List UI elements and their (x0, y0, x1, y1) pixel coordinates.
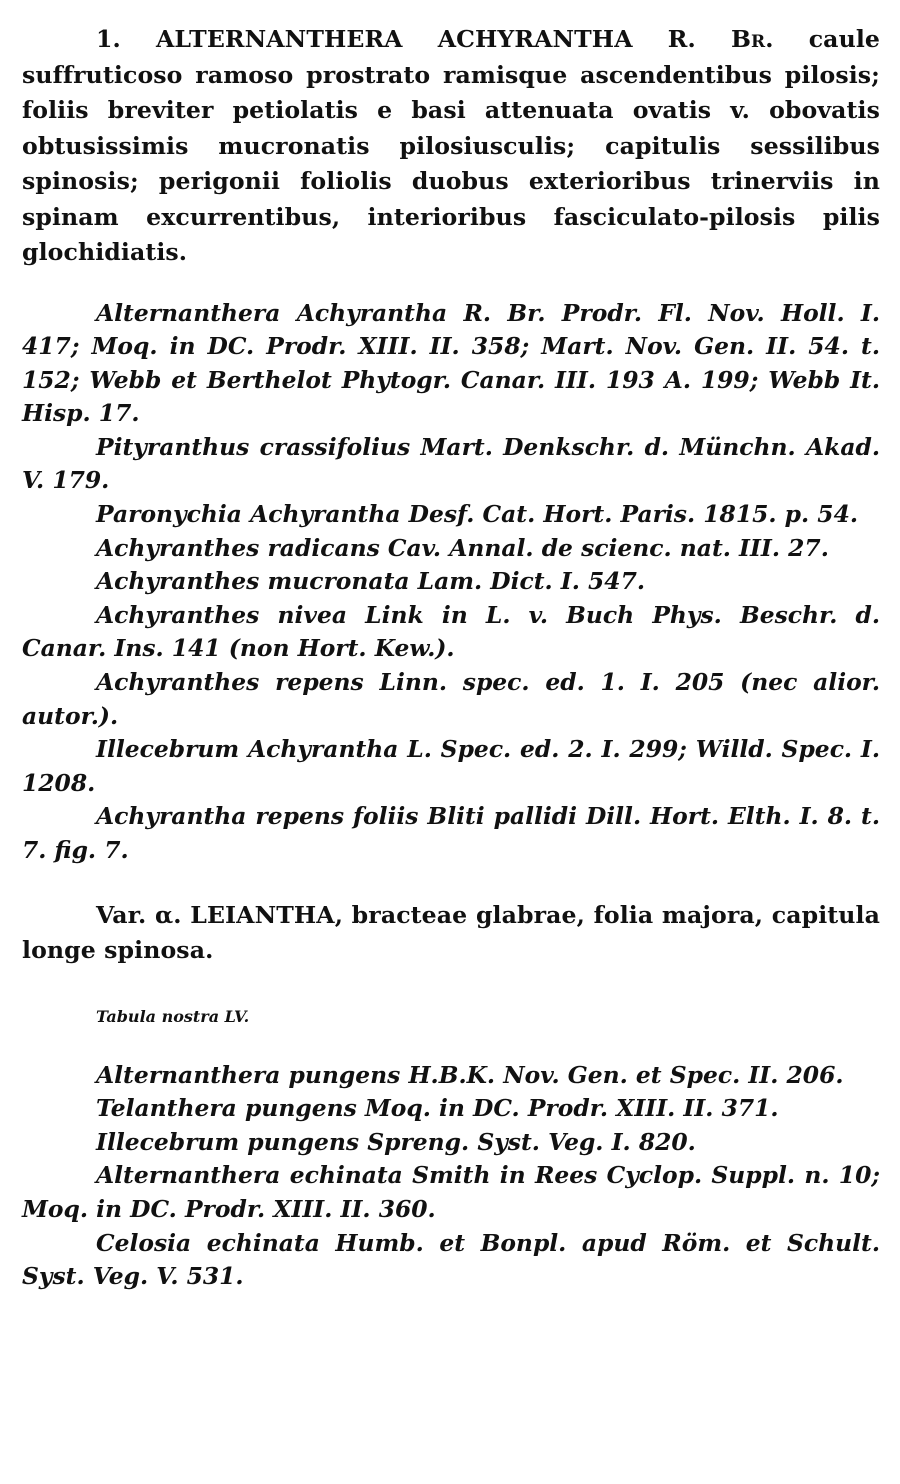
variety-name: LEIANTHA (190, 900, 335, 929)
species-author: R. Br. (667, 25, 774, 53)
variety-synonym-entry: Telanthera pungens Moq. in DC. Prodr. XIII. II. 371. (96, 1094, 779, 1123)
variety-synonym-entry: Alternanthera pungens H.B.K. Nov. Gen. et Spec. II. 206. (96, 1060, 844, 1089)
synonym-entry: Illecebrum Achyrantha L. Spec. ed. 2. I. 299; Willd. Spec. I. 1208. (22, 735, 880, 797)
synonym-entry: Paronychia Achyrantha Desf. Cat. Hort. Paris. 1815. p. 54. (96, 500, 858, 529)
synonym-list (22, 297, 880, 868)
plate-reference: Tabula nostra LV. (96, 1006, 250, 1026)
synonym-entry: Achyranthes mucronata Lam. Dict. I. 547. (96, 567, 646, 596)
variety-synonym-entry: Illecebrum pungens Spreng. Syst. Veg. I. 820. (96, 1127, 696, 1156)
species-heading: 1. ALTERNANTHERA ACHYRANTHA (96, 25, 633, 53)
variety-synonym-list (22, 1059, 880, 1294)
variety-label: Var. α. (96, 900, 182, 929)
synonym-entry: Achyranthes repens Linn. spec. ed. 1. I. 205 (nec alior. autor.). (22, 668, 880, 730)
synonym-entry: Achyrantha repens foliis Bliti pallidi Dill. Hort. Elth. I. 8. t. 7. fig. 7. (22, 802, 880, 864)
variety-description (22, 898, 880, 969)
species-diagnosis: caule suffruticoso ramoso prostrato ramisque ascendentibus pilosis; foliis breviter petiolatis e basi attenuata ovatis v. obovatis obtusissimis mucronatis pilosiusculis; capitulis sessilibus spinosis; perigonii foliolis duobus exterioribus trinerviis in spinam excurrentibus, interioribus fasciculato-pilosis pilis glochidiatis. (22, 25, 880, 266)
variety-diagnosis: , bracteae glabrae, folia majora, capitula longe spinosa. (22, 900, 880, 965)
variety-synonym-entry: Celosia echinata Humb. et Bonpl. apud Röm. et Schult. Syst. Veg. V. 531. (22, 1228, 880, 1291)
synonym-entry: Achyranthes radicans Cav. Annal. de scienc. nat. III. 27. (96, 533, 829, 562)
species-description (22, 22, 880, 271)
synonym-entry: Alternanthera Achyrantha R. Br. Prodr. Fl. Nov. Holl. I. 417; Moq. in DC. Prodr. XIII. II. 358; Mart. Nov. Gen. II. 54. t. 152; Webb et Berthelot Phytogr. Canar. III. 193 A. 199; Webb It. Hisp. 17. (22, 298, 880, 428)
synonym-entry: Achyranthes nivea Link in L. v. Buch Phys. Beschr. d. Canar. Ins. 141 (non Hort. Kew.). (22, 600, 880, 663)
variety-synonym-entry: Alternanthera echinata Smith in Rees Cyclop. Suppl. n. 10; Moq. in DC. Prodr. XIII. II. 360. (22, 1161, 880, 1223)
synonym-entry: Pityranthus crassifolius Mart. Denkschr. d. Münchn. Akad. V. 179. (22, 432, 880, 495)
